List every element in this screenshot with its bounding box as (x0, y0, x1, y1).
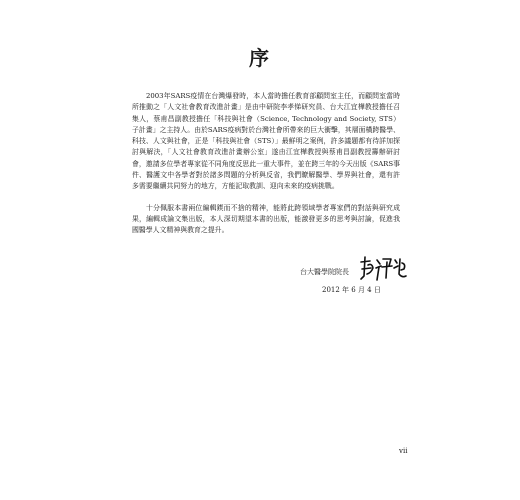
page-title: 序 (249, 46, 271, 70)
signer-title: 台大醫學院院長 (300, 268, 349, 276)
signature-date: 2012 年 6 月 4 日 (322, 286, 381, 294)
page-number: vii (399, 447, 408, 455)
handwritten-signature (358, 254, 408, 284)
signature-block (300, 254, 410, 284)
preface-body (132, 91, 400, 237)
preface-paragraph-2: 十分佩服本書兩位編輯鍥而不捨的精神，能將此跨領域學者專家們的對話與研究成果，編輯成論文集出版，本人深切期望本書的出版，能激發更多的思考與討論，促進我國醫學人文精神與教育之提升。 (132, 203, 400, 235)
preface-paragraph-1: 2003年SARS疫情在台灣爆發時，本人當時擔任教育部顧問室主任，而顧問室當時所推動之「人文社會教育改進計畫」是由中研院李孝悌研究員、台大江宜樺教授擔任召集人，蔡甫昌副教授擔任「科技與社會（Science, Technology and Society, STS）子計畫」之主持人。由於SARS疫病對於台灣社會所帶來的巨大衝擊，其層面橫跨醫學、科技、人文與社會，正是「科技與社會（STS）」最鮮明之案例，許多議題都有待詳加探討與解決，「人文社會教育改進計畫辦公室」遂由江宜樺教授與蔡甫昌副教授籌辦研討會，邀請多位學者專家從不同角度反思此一重大事件，並在跨三年的今天出版《SARS事件、醫護文中各學者對於諸多問題的分析與反省，我們瞭解醫學、學界與社會，還有許多需要繼續共同努力的地方，方能記取教訓、迎向未來的疫病挑戰。 (132, 92, 400, 191)
